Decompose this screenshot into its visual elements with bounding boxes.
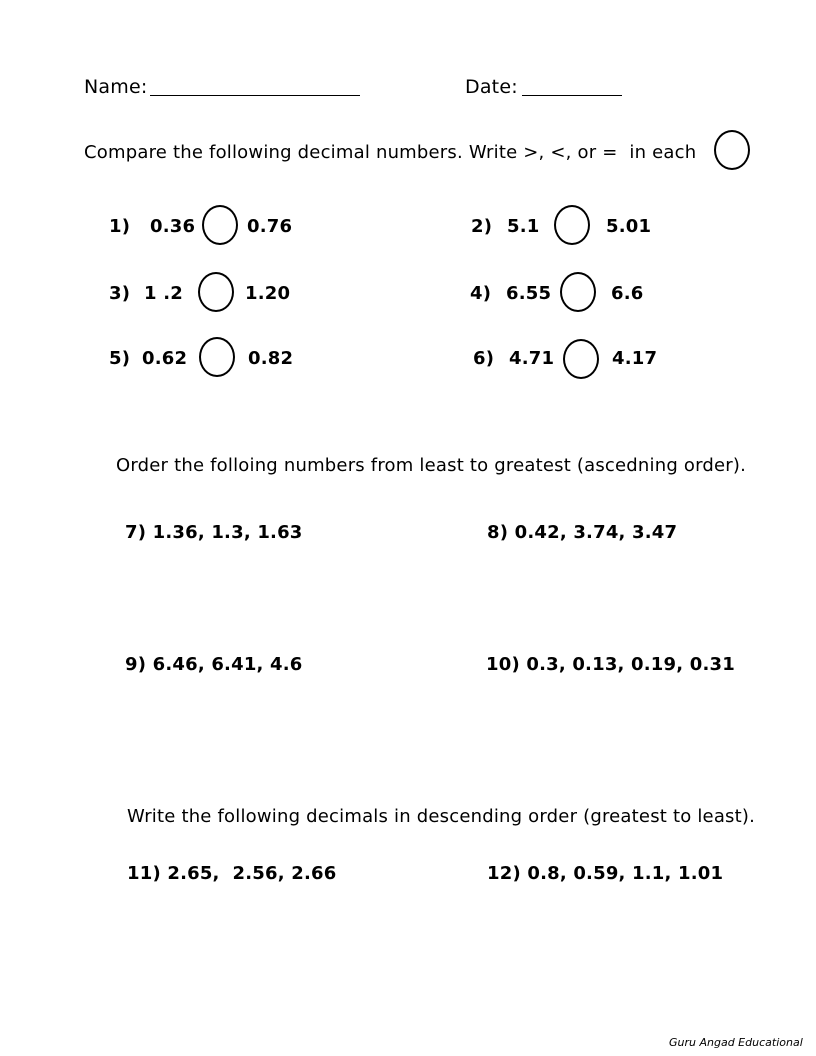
item-5-answer-circle[interactable] xyxy=(199,337,235,377)
compare-instruction: Compare the following decimal numbers. Write >, <, or = in each xyxy=(84,142,697,163)
item-4-number: 4) xyxy=(470,283,492,304)
item-8: 8) 0.42, 3.74, 3.47 xyxy=(487,522,678,543)
item-3-number: 3) xyxy=(109,283,131,304)
ascending-instruction: Order the folloing numbers from least to greatest (ascedning order). xyxy=(116,455,747,476)
item-6-right: 4.17 xyxy=(612,348,658,369)
item-2-number: 2) xyxy=(471,216,493,237)
item-6-number: 6) xyxy=(473,348,495,369)
name-label: Name: xyxy=(84,76,148,98)
item-2-right: 5.01 xyxy=(606,216,652,237)
item-9: 9) 6.46, 6.41, 4.6 xyxy=(125,654,303,675)
item-1-left: 0.36 xyxy=(150,216,196,237)
name-blank-line[interactable] xyxy=(150,95,360,96)
descending-instruction: Write the following decimals in descending order (greatest to least). xyxy=(127,806,756,827)
item-1-right: 0.76 xyxy=(247,216,293,237)
item-5-left: 0.62 xyxy=(142,348,188,369)
footer-credit: Guru Angad Educational xyxy=(669,1036,803,1049)
item-3-answer-circle[interactable] xyxy=(198,272,234,312)
item-3-left: 1 .2 xyxy=(144,283,183,304)
item-10: 10) 0.3, 0.13, 0.19, 0.31 xyxy=(486,654,735,675)
item-1-number: 1) xyxy=(109,216,131,237)
date-blank-line[interactable] xyxy=(522,95,622,96)
example-answer-circle xyxy=(714,130,750,170)
item-4-right: 6.6 xyxy=(611,283,644,304)
item-4-left: 6.55 xyxy=(506,283,552,304)
item-1-answer-circle[interactable] xyxy=(202,205,238,245)
item-4-answer-circle[interactable] xyxy=(560,272,596,312)
date-label: Date: xyxy=(465,76,518,98)
item-12: 12) 0.8, 0.59, 1.1, 1.01 xyxy=(487,863,724,884)
item-5-right: 0.82 xyxy=(248,348,294,369)
item-2-answer-circle[interactable] xyxy=(554,205,590,245)
item-3-right: 1.20 xyxy=(245,283,291,304)
item-7: 7) 1.36, 1.3, 1.63 xyxy=(125,522,303,543)
item-11: 11) 2.65, 2.56, 2.66 xyxy=(127,863,337,884)
item-6-answer-circle[interactable] xyxy=(563,339,599,379)
item-6-left: 4.71 xyxy=(509,348,555,369)
item-2-left: 5.1 xyxy=(507,216,540,237)
item-5-number: 5) xyxy=(109,348,131,369)
